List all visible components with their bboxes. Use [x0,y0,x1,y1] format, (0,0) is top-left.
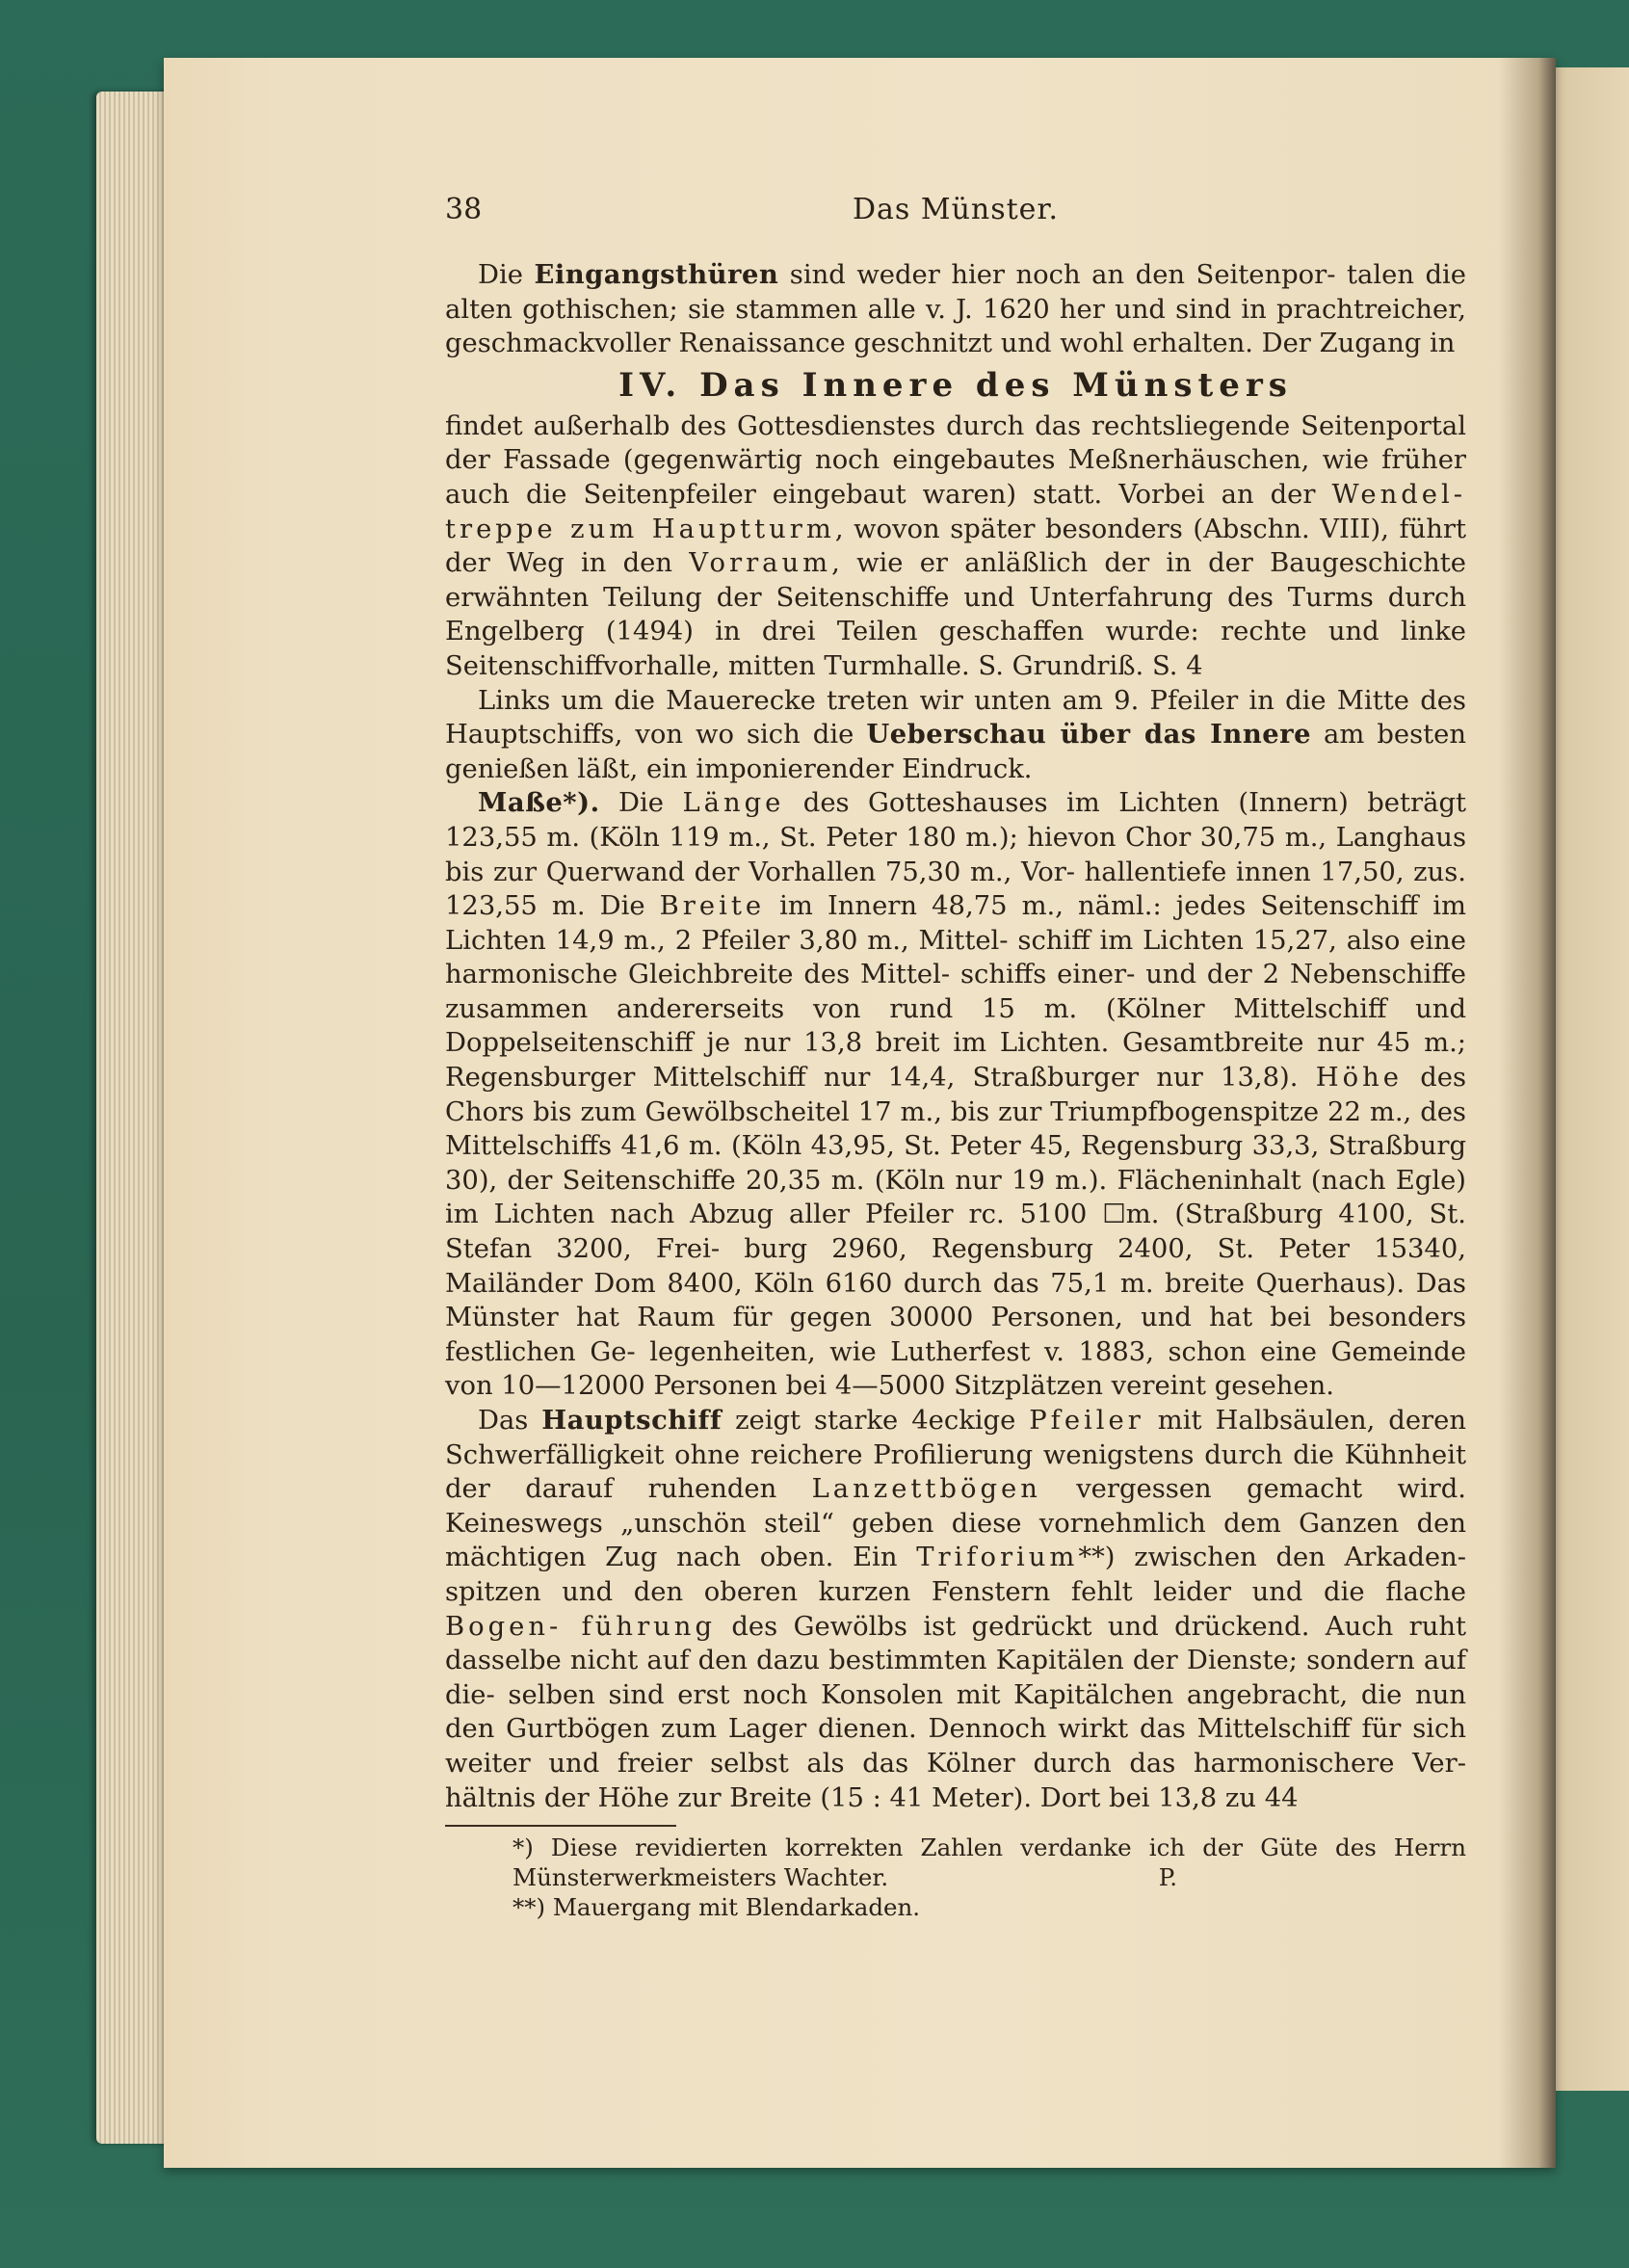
facing-page-edge [1553,67,1629,2091]
paragraph-main-nave: Das Hauptschiff zeigt starke 4eckige Pfeiler mit Halbsäulen, deren Schwerfälligkeit ohne reichere Profilierung wenigstens durch die Kühnheit der darauf ruhenden Lanzettbögen vergessen gemacht wird. Keineswegs „unschön steil“ geben diese vornehmlich dem Ganzen den mächtigen Zug nach oben. Ein Triforium**) zwischen den Arkaden- spitzen und den oberen kurzen Fenstern fehlt leider und die flache Bogen- führung des Gewölbs ist gedrückt und drückend. Auch ruht dasselbe nicht auf den dazu bestimmten Kapitälen der Dienste; sondern auf die- selben sind erst noch Konsolen mit Kapitälchen angebracht, die nun den Gurtbögen zum Lager dienen. Dennoch wirkt das Mittelschiff für sich weiter und freier selbst als das Kölner durch das harmonischere Ver- hältnis der Höhe zur Breite (15 : 41 Meter). Dort bei 13,8 zu 44 [445,1405,1466,1813]
page-number: 38 [445,193,483,226]
running-head [445,193,1466,241]
term-eingangsthueren: Eingangsthüren [534,259,779,290]
term-hauptschiff: Hauptschiff [541,1405,723,1436]
footnote-signature: P. [1158,1863,1177,1892]
page-stack-edge [96,92,173,2144]
paragraph-measurements: Maße*). Die Länge des Gotteshauses im Lichten (Innern) beträgt 123,55 m. (Köln 119 m., St. Peter 180 m.); hievon Chor 30,75 m., Langhaus bis zur Querwand der Vorhallen 75,30 m., Vor- hallentiefe innen 17,50, zus. 123,55 m. Die Breite im Innern 48,75 m., näml.: jedes Seitenschiff im Lichten 14,9 m., 2 Pfeiler 3,80 m., Mittel- schiff im Lichten 15,27, also eine harmonische Gleichbreite des Mittel- schiffs einer- und der 2 Nebenschiffe zusammen andererseits von rund 15 m. (Kölner Mittelschiff und Doppelseitenschiff je nur 13,8 breit im Lichten. Gesamtbreite nur 45 m.; Regensburger Mittelschiff nur 14,4, Straßburger nur 13,8). Höhe des Chors bis zum Gewölbscheitel 17 m., bis zur Triumpfbogenspitze 22 m., des Mittelschiffs 41,6 m. (Köln 43,95, St. Peter 45, Regensburg 33,3, Straßburg 30), der Seitenschiffe 20,35 m. (Köln nur 19 m.). Flächeninhalt (nach Egle) im Lichten nach Abzug aller Pfeiler rc. 5100 ☐m. (Straßburg 4100, St. Stefan 3200, Frei- burg 2960, Regensburg 2400, St. Peter 15340, Mailänder Dom 8400, Köln 6160 durch das 75,1 m. breite Querhaus). Das Münster hat Raum für gegen 30000 Personen, und hat bei besonders festlichen Ge- legenheiten, wie Lutherfest v. 1883, schon eine Gemeinde von 10—12000 Personen bei 4—5000 Sitzplätzen vereint gesehen. [445,787,1467,1402]
paragraph-overview: Links um die Mauerecke treten wir unten am 9. Pfeiler in die Mitte des Hauptschiffs, von wo sich die Ueberschau über das Innere am besten genießen läßt, ein imponierender Eindruck. [445,685,1467,784]
term-ueberschau: Ueberschau über das Innere [866,719,1312,751]
footnote-2: **) Mauergang mit Blendarkaden. [512,1893,921,1922]
paragraph-interior-access: findet außerhalb des Gottesdienstes durch das rechtsliegende Seitenportal der Fassade (gegenwärtig noch eingebautes Meßnerhäuschen, wie früher auch die Seitenpfeiler eingebaut waren) statt. Vorbei an der Wendel- treppe zum Hauptturm, wovon später besonders (Abschn. VIII), führt der Weg in den Vorraum, wie er anläßlich der in der Baugeschichte erwähnten Teilung der Seitenschiffe und Unterfahrung des Turms durch Engelberg (1494) in drei Teilen geschaffen wurde: rechte und linke Seitenschiffvorhalle, mitten Turmhalle. S. Grundriß. S. 4 [445,410,1466,681]
section-heading: IV. Das Innere des Münsters [618,365,1293,405]
page-content [445,193,1466,1922]
footnote-rule [445,1825,676,1827]
page-gutter-shadow [1498,58,1556,2168]
term-masse: Maße*). [478,787,600,819]
paragraph-entrance-doors: Die Eingangsthüren sind weder hier noch an den Seitenpor- talen die alten gothischen; sie stammen alle v. J. 1620 her und sind in prachtreicher, geschmackvoller Renaissance geschnitzt und wohl erhalten. Der Zugang in [445,259,1466,359]
footnote-1: *) Diese revidierten korrekten Zahlen verdanke ich der Güte des Herrn Münsterwerkmeisters Wachter. P. [512,1833,1466,1892]
running-title: Das Münster. [852,193,1060,226]
